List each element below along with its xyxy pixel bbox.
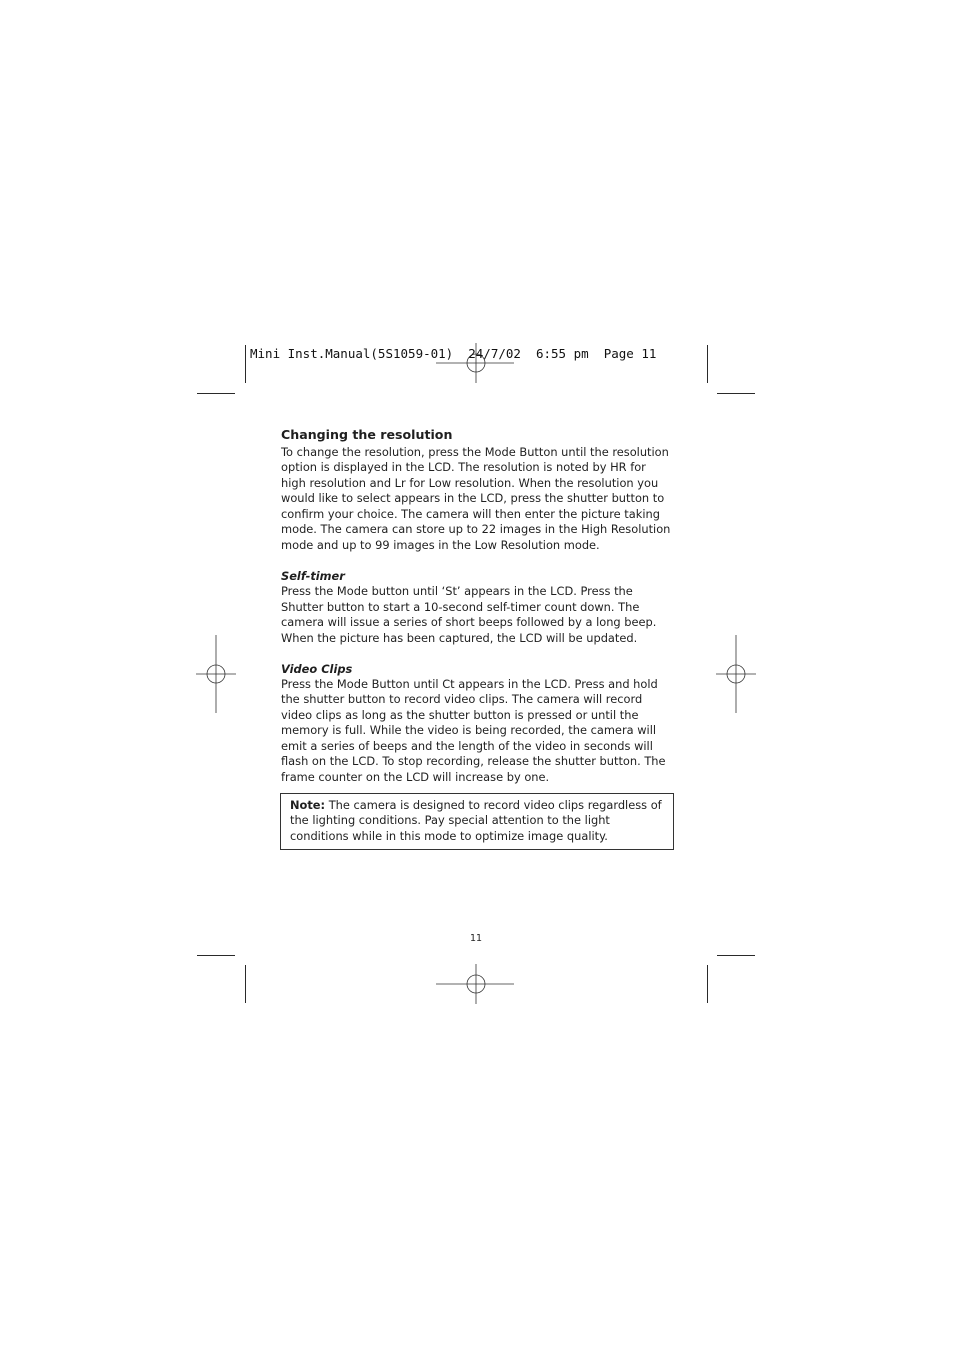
note-text: The camera is designed to record video clips regardless of the lighting conditions. Pay special attention to the light conditions while in this mode to optimize image quality.	[290, 798, 662, 843]
paragraph-video-clips: Press the Mode Button until Ct appears in the LCD. Press and hold the shutter button to record video clips. The camera will record video clips as long as the shutter button is pressed or until the memory is full. While the video is being recorded, the camera will emit a series of beeps and the length of the video in seconds will flash on the LCD. To stop recording, release the shutter button. The frame counter on the LCD will increase by one.	[281, 676, 666, 784]
crop-mark-bottom-right-horizontal	[717, 955, 755, 956]
page-number: 11	[470, 933, 483, 944]
crop-mark-top-left-horizontal	[197, 393, 235, 394]
note-box	[280, 793, 674, 850]
registration-mark-bottom-icon	[436, 964, 516, 1004]
note-label: Note:	[290, 798, 326, 812]
crop-mark-bottom-left-horizontal	[197, 955, 235, 956]
crop-mark-top-right-vertical	[707, 345, 708, 383]
heading-changing-resolution: Changing the resolution	[281, 427, 453, 442]
manual-page-content	[281, 427, 676, 785]
heading-video-clips: Video Clips	[281, 661, 353, 676]
crop-mark-top-right-horizontal	[717, 393, 755, 394]
crop-mark-bottom-right-vertical	[707, 965, 708, 1003]
printer-slug-line: Mini Inst.Manual(5S1059-01) 24/7/02 6:55 pm Page 11	[250, 346, 657, 361]
crop-mark-top-left-vertical	[245, 345, 246, 383]
crop-mark-bottom-left-vertical	[245, 965, 246, 1003]
paragraph-changing-resolution: To change the resolution, press the Mode Button until the resolution option is displayed in the LCD. The resolution is noted by HR for high resolution and Lr for Low resolution. When the resolution you would like to select appears in the LCD, press the shutter button to confirm your choice. The camera will then enter the picture taking mode. The camera can store up to 22 images in the High Resolution mode and up to 99 images in the Low Resolution mode.	[281, 445, 671, 552]
registration-mark-left-icon	[196, 635, 236, 713]
registration-mark-right-icon	[716, 635, 756, 713]
paragraph-self-timer: Press the Mode button until ‘St’ appears in the LCD. Press the Shutter button to start a 10-second self-timer count down. The camera will issue a series of short beeps followed by a long beep. When the picture has been captured, the LCD will be updated.	[281, 584, 657, 645]
heading-self-timer: Self-timer	[281, 569, 345, 584]
